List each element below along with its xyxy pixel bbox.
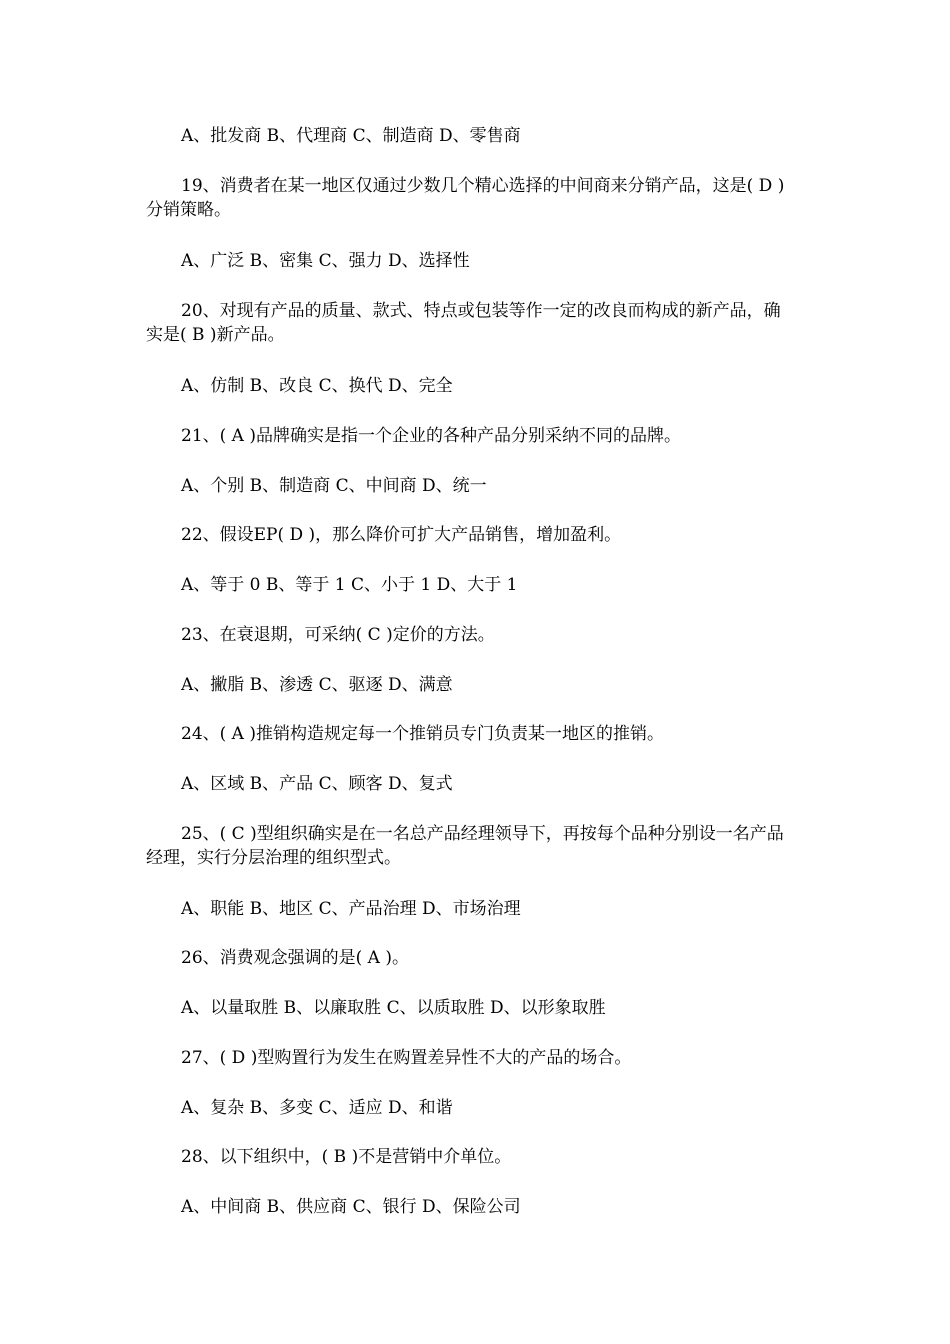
question-24: 24、( A )推销构造规定每一个推销员专门负责某一地区的推销。: [181, 724, 664, 744]
options-25: A、职能 B、地区 C、产品治理 D、市场治理: [181, 899, 521, 919]
options-24: A、区域 B、产品 C、顾客 D、复式: [181, 774, 453, 794]
question-20: 20、对现有产品的质量、款式、特点或包装等作一定的改良而构成的新产品，确实是( B )新产品。: [146, 301, 781, 345]
options-26: A、以量取胜 B、以廉取胜 C、以质取胜 D、以形象取胜: [181, 998, 606, 1018]
question-28: 28、以下组织中，( B )不是营销中介单位。: [181, 1147, 512, 1167]
question-23: 23、在衰退期，可采纳( C )定价的方法。: [181, 625, 495, 645]
options-23: A、撇脂 B、渗透 C、驱逐 D、满意: [181, 675, 453, 695]
options-20: A、仿制 B、改良 C、换代 D、完全: [181, 376, 453, 396]
options-21: A、个别 B、制造商 C、中间商 D、统一: [181, 476, 487, 496]
options-19: A、广泛 B、密集 C、强力 D、选择性: [181, 251, 470, 271]
options-28: A、中间商 B、供应商 C、银行 D、保险公司: [181, 1197, 521, 1217]
options-18: A、批发商 B、代理商 C、制造商 D、零售商: [181, 126, 521, 146]
question-21: 21、( A )品牌确实是指一个企业的各种产品分别采纳不同的品牌。: [181, 426, 681, 446]
question-19: 19、消费者在某一地区仅通过少数几个精心选择的中间商来分销产品，这是( D )分销策略。: [146, 176, 785, 220]
question-26: 26、消费观念强调的是( A )。: [181, 948, 409, 968]
options-27: A、复杂 B、多变 C、适应 D、和谐: [181, 1098, 453, 1118]
question-22: 22、假设EP( D )，那么降价可扩大产品销售，增加盈利。: [181, 525, 622, 545]
question-27: 27、( D )型购置行为发生在购置差异性不大的产品的场合。: [181, 1048, 632, 1068]
options-22: A、等于 0 B、等于 1 C、小于 1 D、大于 1: [181, 575, 518, 595]
question-25: 25、( C )型组织确实是在一名总产品经理领导下，再按每个品种分别设一名产品经理，实行分层治理的组织型式。: [146, 824, 784, 868]
